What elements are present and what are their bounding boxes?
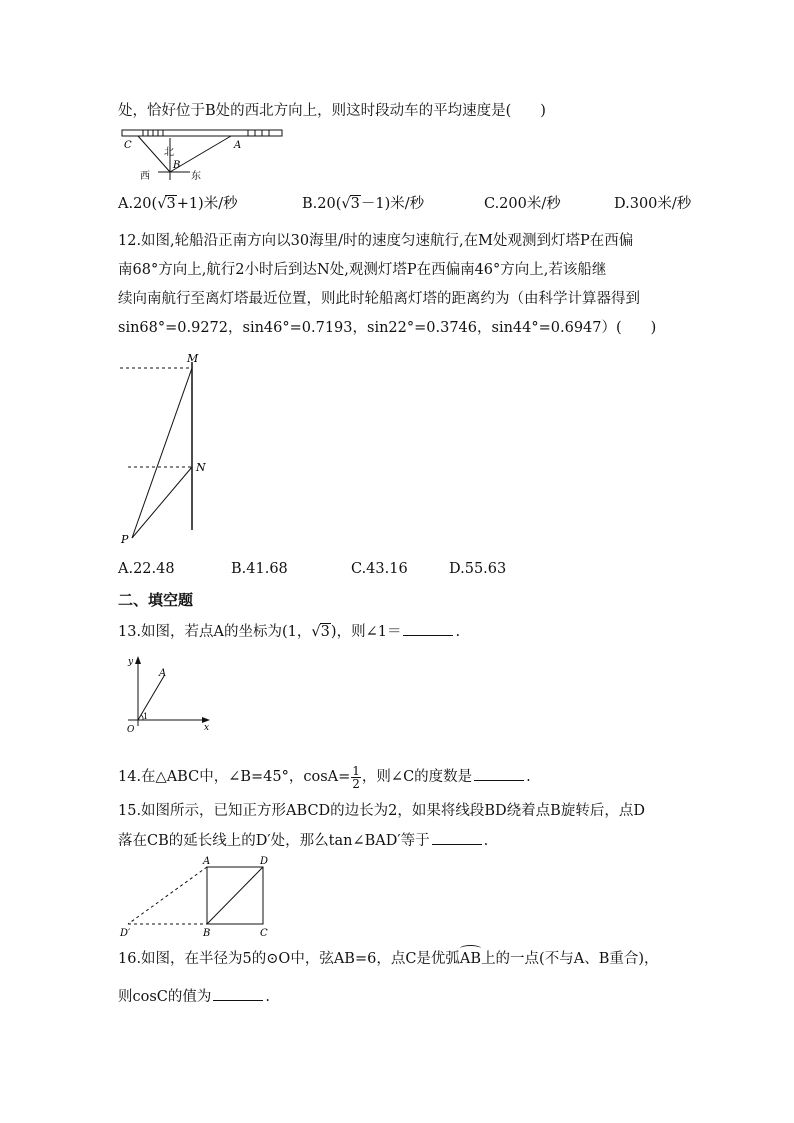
q11-label-b: B [173, 160, 181, 171]
q16-line-1: 16.如图，在半径为5的⊙O中，弦AB=6，点C是优弧AB上的一点(不与A、B重合)， [118, 951, 659, 967]
q13-answer-blank[interactable] [403, 621, 453, 636]
q11-text: 处，恰好位于B处的西北方向上，则这时段动车的平均速度是( ) [118, 103, 546, 119]
q12-line-1: 12.如图,轮船沿正南方向以30海里/时的速度匀速航行,在M处观测到灯塔P在西偏 [118, 233, 634, 249]
q16-line-2: 则cosC的值为 . [118, 986, 270, 1007]
q11-option-a: A.20(√3+1)米/秒 [118, 196, 238, 212]
q11-label-east: 东 [191, 171, 201, 182]
q11-label-c: C [124, 140, 132, 151]
q14-text: 14.在△ABC中，∠B=45°，cosA= $\frac{1}{2}$ ，则∠C的度数是 . [118, 763, 531, 791]
q15-line-2: 落在CB的延长线上的D′处，那么tan∠BAD′等于 . [118, 830, 488, 851]
q13-text: 13.如图，若点A的坐标为(1，√3)，则∠1＝ . [118, 621, 460, 642]
q16-answer-blank[interactable] [213, 986, 263, 1001]
q12-label-p: P [121, 533, 129, 546]
q12-line-2: 南68°方向上,航行2小时后到达N处,观测灯塔P在西偏南46°方向上,若该船继 [118, 262, 607, 278]
q15-answer-blank[interactable] [432, 830, 482, 845]
q12-figure [118, 350, 218, 550]
q12-option-b: B.41.68 [231, 561, 288, 577]
q15-figure [118, 852, 278, 942]
q11-figure [118, 124, 288, 186]
q15-label-dprime: D′ [120, 928, 131, 939]
q11-option-c: C.200米/秒 [484, 196, 561, 212]
q12-label-n: N [196, 461, 206, 474]
q13-figure [118, 652, 218, 738]
q12-line-4: sin68°=0.9272，sin46°=0.7193，sin22°=0.3746，sin44°=0.6947）( ) [118, 320, 657, 336]
q14-fraction: $\frac{1}{2}$ [352, 763, 360, 791]
q13-label-x: x [204, 723, 210, 733]
q15-label-d: D [260, 856, 269, 867]
q11-label-a: A [234, 140, 242, 151]
q11-option-d: D.300米/秒 [614, 196, 692, 212]
q12-option-a: A.22.48 [118, 561, 175, 577]
q11-label-north: 北 [164, 147, 174, 158]
q13-label-a: A [159, 668, 167, 679]
q12-option-c: C.43.16 [351, 561, 408, 577]
q15-label-a: A [203, 856, 211, 867]
q12-line-3: 续向南航行至离灯塔最近位置，则此时轮船离灯塔的距离约为（由科学计算器得到 [118, 291, 640, 307]
q13-label-o: O [127, 725, 135, 735]
q13-angle-label: 1 [143, 712, 149, 721]
q15-label-c: C [260, 928, 268, 939]
q12-label-m: M [187, 352, 199, 365]
q13-label-y: y [128, 657, 134, 667]
section-title: 二、填空题 [118, 591, 194, 609]
q11-option-b: B.20(√3－1)米/秒 [302, 196, 425, 212]
q11-label-west: 西 [140, 171, 150, 182]
q16-major-arc: AB [459, 951, 482, 967]
q15-label-b: B [203, 928, 211, 939]
q12-option-d: D.55.63 [449, 561, 507, 577]
q15-line-1: 15.如图所示，已知正方形ABCD的边长为2，如果将线段BD绕着点B旋转后，点D [118, 803, 645, 819]
q14-answer-blank[interactable] [474, 766, 524, 781]
